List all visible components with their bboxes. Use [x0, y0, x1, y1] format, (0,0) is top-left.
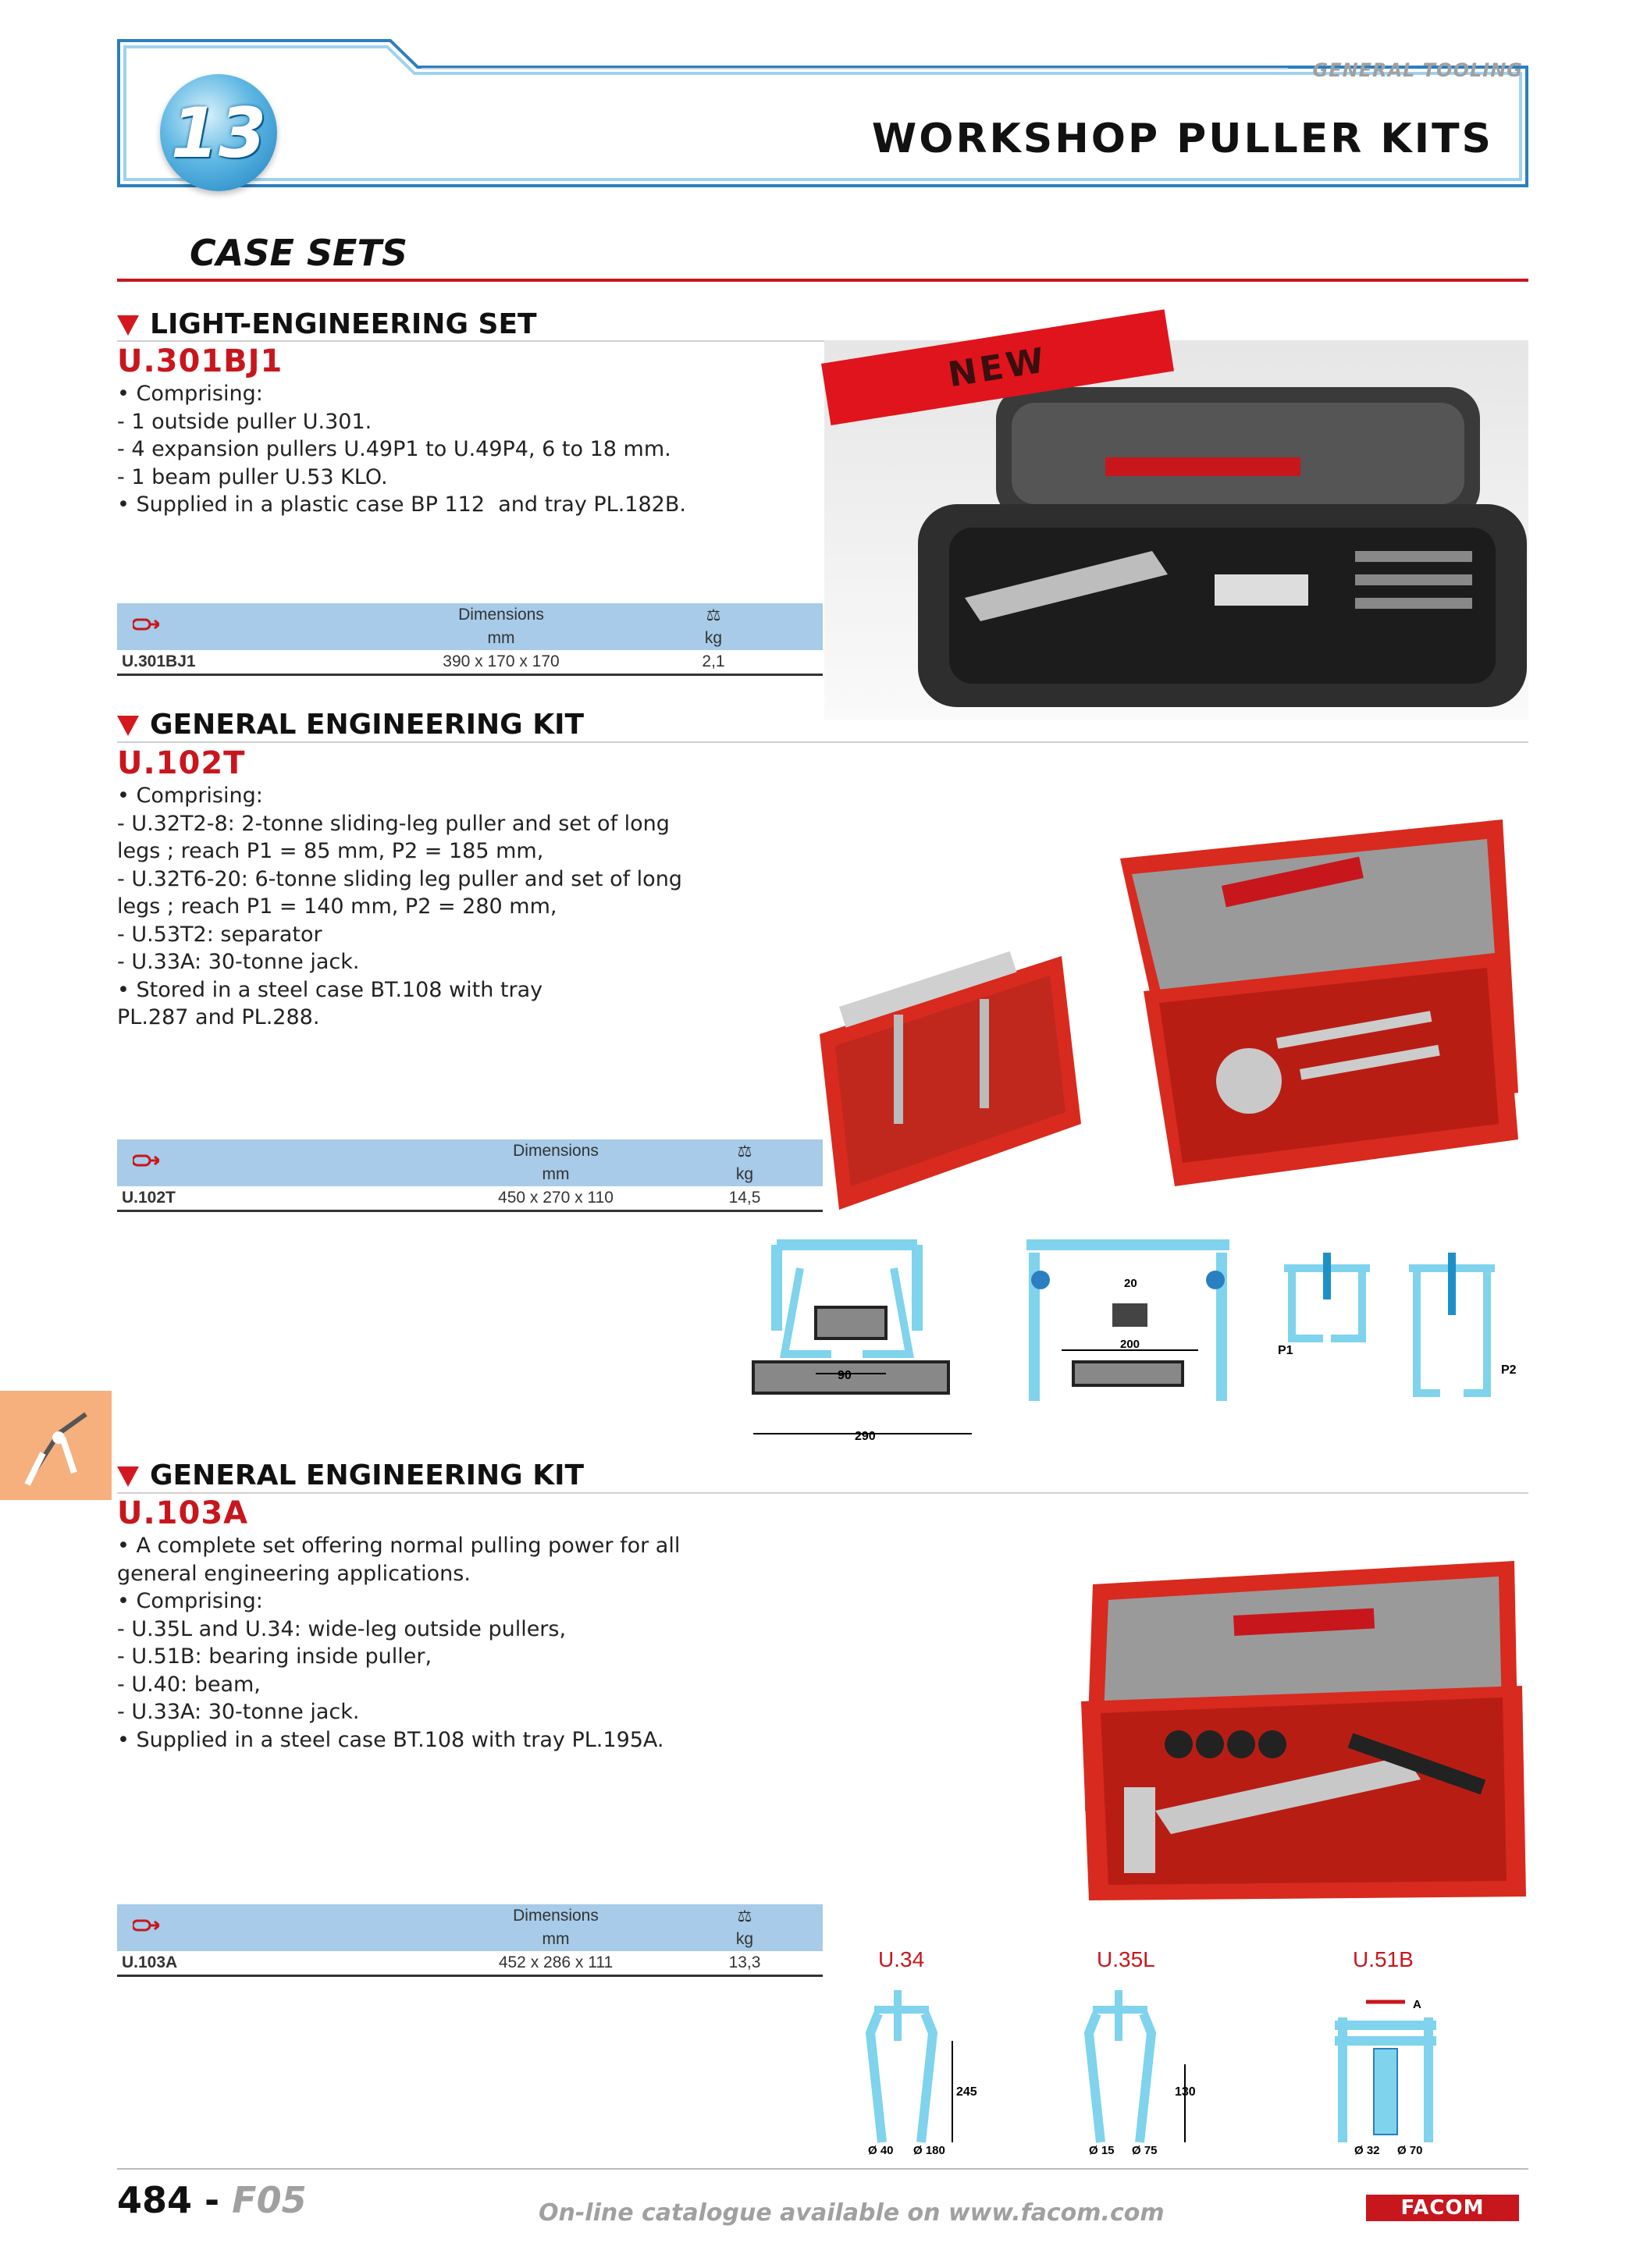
kit-divider	[117, 741, 1528, 743]
puller-diagrams-103	[859, 1986, 1530, 2162]
chapter-badge: 13	[160, 74, 277, 191]
section-divider	[117, 279, 1528, 282]
u51b-diagram	[1335, 1998, 1436, 2157]
svg-text:Ø 15: Ø 15	[1089, 2144, 1115, 2157]
kit-reference: U.301BJ1	[117, 343, 283, 379]
svg-text:Ø 180: Ø 180	[913, 2144, 945, 2157]
page-number: 484 - F05	[117, 2179, 307, 2221]
weight-unit: kg	[604, 627, 823, 650]
desc-line: - U.32T6-20: 6-tonne sliding leg puller and set of long	[117, 866, 682, 891]
desc-line: • Supplied in a plastic case BP 112 and tray PL.182B.	[117, 492, 686, 517]
desc-line: • Comprising:	[117, 784, 263, 808]
desc-line: - U.51B: bearing inside puller,	[117, 1644, 432, 1669]
new-badge: NEW	[821, 309, 1174, 425]
sliding-leg-diagram	[1278, 1253, 1517, 1393]
svg-text:Ø 40: Ø 40	[868, 2144, 894, 2157]
page-title: WORKSHOP PULLER KITS	[871, 116, 1493, 162]
puller-icon	[0, 1391, 112, 1500]
triangle-bullet-icon	[117, 716, 139, 736]
diagram-label-u35l: U.35L	[1097, 1947, 1155, 1971]
desc-line: - U.35L and U.34: wide-leg outside pullers,	[117, 1616, 567, 1641]
table-row: U.102T 450 x 270 x 110 14,5	[117, 1186, 823, 1211]
weight-icon: ⚖	[604, 603, 823, 627]
dim-label: Dimensions	[445, 1904, 667, 1928]
desc-line: general engineering applications.	[117, 1561, 471, 1586]
desc-line: - U.40: beam,	[117, 1672, 261, 1697]
dimensions-table	[117, 1904, 823, 1977]
desc-line: PL.287 and PL.288.	[117, 1005, 320, 1029]
desc-line: - U.33A: 30-tonne jack.	[117, 1700, 360, 1724]
weight-unit: kg	[667, 1163, 823, 1186]
svg-text:Ø 32: Ø 32	[1354, 2144, 1380, 2157]
product-photo-general-kit-102	[816, 812, 1526, 1218]
kit-reference: U.102T	[117, 745, 246, 781]
table-key-icon	[117, 603, 398, 650]
table-key-icon	[117, 1904, 445, 1951]
kit-divider	[117, 1492, 1528, 1494]
desc-line: • Comprising:	[117, 1589, 263, 1613]
svg-text:245: 245	[956, 2085, 977, 2099]
dimensions-table	[117, 603, 823, 676]
diagram-label-u34: U.34	[878, 1947, 925, 1971]
section-title: CASE SETS	[190, 232, 407, 274]
svg-text:P1: P1	[1278, 1344, 1293, 1357]
dim-unit: mm	[445, 1163, 667, 1186]
dim-unit: mm	[398, 627, 604, 650]
triangle-bullet-icon	[117, 315, 139, 336]
svg-text:Ø 75: Ø 75	[1132, 2144, 1158, 2157]
dim-label: Dimensions	[445, 1139, 667, 1163]
table-key-icon	[117, 1139, 445, 1186]
kit-description	[117, 1532, 680, 1754]
weight-unit: kg	[667, 1928, 823, 1951]
dim-label: Dimensions	[398, 603, 604, 627]
kit-heading-light: LIGHT-ENGINEERING SET	[117, 308, 537, 340]
svg-text:A: A	[1413, 1998, 1421, 2011]
dimensions-table	[117, 1139, 823, 1212]
desc-line: - 4 expansion pullers U.49P1 to U.49P4, 6 to 18 mm.	[117, 437, 671, 461]
svg-text:200: 200	[1120, 1338, 1140, 1351]
triangle-bullet-icon	[117, 1466, 139, 1487]
desc-line: • A complete set offering normal pulling power for all	[117, 1534, 681, 1558]
desc-line: - 1 outside puller U.301.	[117, 409, 372, 434]
kit-description	[117, 782, 682, 1032]
svg-text:130: 130	[1175, 2085, 1196, 2099]
weight-icon: ⚖	[667, 1904, 823, 1928]
chapter-side-tab	[0, 1391, 112, 1500]
diagram-label-u51b: U.51B	[1353, 1947, 1414, 1971]
kit-reference: U.103A	[117, 1495, 249, 1531]
svg-text:90: 90	[838, 1369, 852, 1382]
table-row: U.301BJ1 390 x 170 x 170 2,1	[117, 650, 823, 675]
desc-line: - U.32T2-8: 2-tonne sliding-leg puller and set of long	[117, 811, 670, 836]
catalogue-url-text: On-line catalogue available on www.facom.com	[539, 2199, 1165, 2227]
table-row: U.103A 452 x 286 x 111 13,3	[117, 1951, 823, 1976]
desc-line: - U.53T2: separator	[117, 922, 322, 947]
weight-icon: ⚖	[667, 1139, 823, 1163]
desc-line: • Supplied in a steel case BT.108 with tray PL.195A.	[117, 1727, 664, 1752]
svg-text:20: 20	[1124, 1277, 1137, 1290]
dim-unit: mm	[445, 1928, 667, 1951]
desc-line: legs ; reach P1 = 140 mm, P2 = 280 mm,	[117, 894, 557, 919]
kit-heading-general-2: GENERAL ENGINEERING KIT	[117, 1459, 584, 1491]
u34-diagram	[868, 1990, 977, 2157]
svg-text:Ø 70: Ø 70	[1397, 2144, 1423, 2157]
u35l-diagram	[1089, 1990, 1196, 2157]
desc-line: • Comprising:	[117, 382, 263, 406]
svg-text:P2: P2	[1501, 1363, 1517, 1377]
desc-line: • Stored in a steel case BT.108 with tray	[117, 977, 543, 1002]
desc-line: - 1 beam puller U.53 KLO.	[117, 464, 388, 489]
svg-text:290: 290	[855, 1430, 876, 1443]
category-label: GENERAL TOOLING	[1312, 59, 1523, 81]
desc-line: legs ; reach P1 = 85 mm, P2 = 185 mm,	[117, 839, 544, 863]
kit-heading-general: GENERAL ENGINEERING KIT	[117, 709, 584, 741]
footer-divider	[117, 2168, 1528, 2170]
beam-puller-diagram	[1026, 1245, 1229, 1401]
desc-line: - U.33A: 30-tonne jack.	[117, 950, 360, 974]
facom-logo: FACOM	[1366, 2195, 1519, 2221]
separator-diagram	[753, 1245, 972, 1443]
puller-diagrams-102	[745, 1237, 1534, 1448]
kit-description	[117, 380, 686, 519]
product-photo-general-kit-103	[1077, 1553, 1530, 1904]
